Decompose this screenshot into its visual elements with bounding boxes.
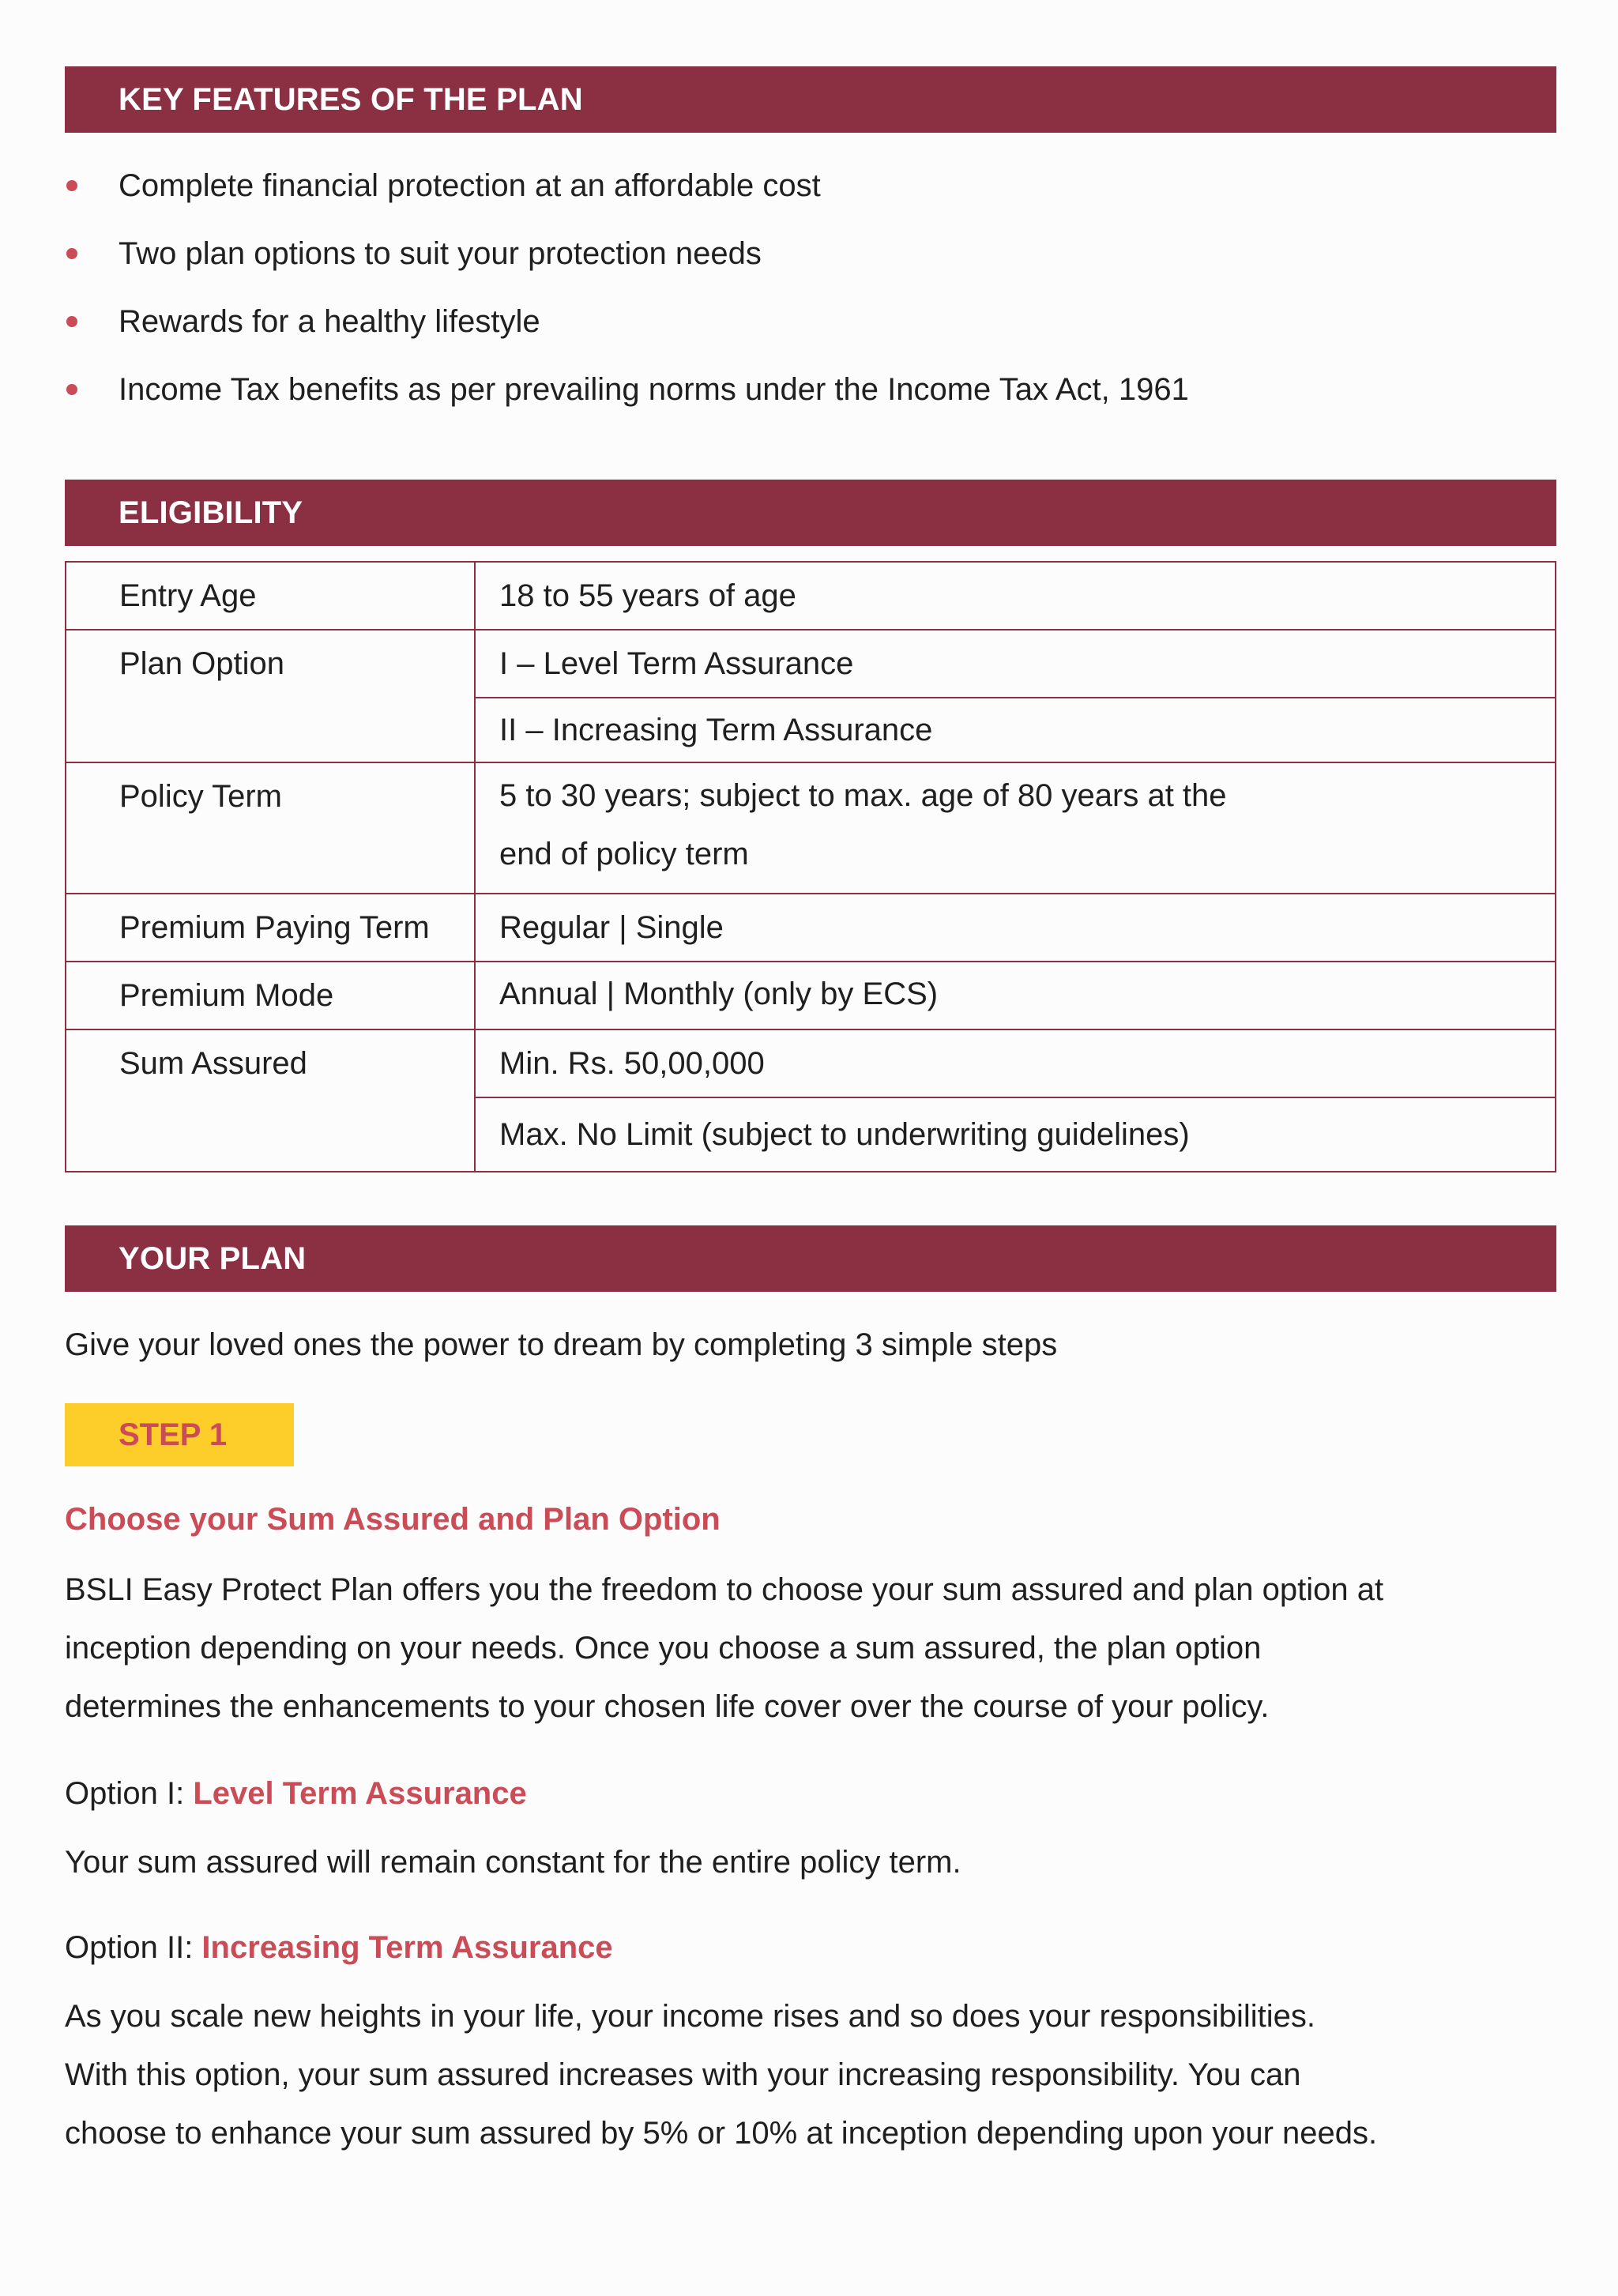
- feature-text: Two plan options to suit your protection needs: [119, 236, 762, 271]
- row-label: Entry Age: [66, 562, 475, 630]
- bullet-icon: [66, 384, 77, 395]
- row-value: II – Increasing Term Assurance: [475, 698, 1556, 762]
- list-item: [65, 362, 1556, 430]
- text-line: inception depending on your needs. Once you choose a sum assured, the plan option: [65, 1631, 1262, 1666]
- feature-text: Rewards for a healthy lifestyle: [119, 304, 540, 339]
- row-label: Premium Mode: [66, 962, 475, 1029]
- table-row: [66, 894, 1556, 962]
- your-plan-header: YOUR PLAN: [65, 1225, 1556, 1292]
- eligibility-table: [65, 561, 1556, 1172]
- text-line: As you scale new heights in your life, your income rises and so does your responsibilities.: [65, 1999, 1316, 2034]
- option-name: Level Term Assurance: [193, 1776, 527, 1811]
- text-line: BSLI Easy Protect Plan offers you the freedom to choose your sum assured and plan option at: [65, 1572, 1384, 1607]
- row-value: Regular | Single: [475, 894, 1556, 962]
- table-row: [66, 762, 1556, 894]
- feature-text: Complete financial protection at an affordable cost: [119, 168, 821, 203]
- bullet-icon: [66, 248, 77, 259]
- bullet-icon: [66, 316, 77, 327]
- step-heading: Choose your Sum Assured and Plan Option: [65, 1502, 721, 1537]
- table-row: [66, 562, 1556, 630]
- text-line: choose to enhance your sum assured by 5% or 10% at inception depending upon your needs.: [65, 2116, 1378, 2151]
- row-value: 18 to 55 years of age: [475, 562, 1556, 630]
- step-description: [65, 1560, 1566, 1736]
- row-label: Premium Paying Term: [66, 894, 475, 962]
- table-row: [66, 1029, 1556, 1097]
- table-row: [66, 630, 1556, 698]
- option-one-heading: [65, 1770, 527, 1817]
- row-value: [475, 762, 1556, 894]
- text-line: With this option, your sum assured increases with your increasing responsibility. You can: [65, 2057, 1301, 2092]
- row-value: I – Level Term Assurance: [475, 630, 1556, 698]
- row-label: Sum Assured: [66, 1029, 475, 1172]
- row-value: Annual | Monthly (only by ECS): [475, 962, 1556, 1029]
- feature-text: Income Tax benefits as per prevailing norms under the Income Tax Act, 1961: [119, 372, 1189, 407]
- option-name: Increasing Term Assurance: [201, 1930, 613, 1965]
- list-item: [65, 294, 1556, 362]
- list-item: [65, 158, 1556, 226]
- row-value: Max. No Limit (subject to underwriting guidelines): [475, 1097, 1556, 1172]
- row-value: Min. Rs. 50,00,000: [475, 1029, 1556, 1097]
- step-badge: STEP 1: [65, 1403, 294, 1466]
- list-item: [65, 226, 1556, 294]
- bullet-icon: [66, 180, 77, 191]
- row-label: Policy Term: [66, 762, 475, 894]
- option-prefix: Option II:: [65, 1930, 202, 1965]
- option-prefix: Option I:: [65, 1776, 194, 1811]
- row-label: Plan Option: [66, 630, 475, 762]
- value-line: end of policy term: [499, 837, 749, 871]
- option-two-heading: [65, 1924, 613, 1971]
- key-features-header: KEY FEATURES OF THE PLAN: [65, 66, 1556, 133]
- your-plan-intro: Give your loved ones the power to dream by completing 3 simple steps: [65, 1327, 1058, 1362]
- table-row: [66, 962, 1556, 1029]
- value-line: 5 to 30 years; subject to max. age of 80 years at the: [499, 778, 1227, 813]
- option-one-description: Your sum assured will remain constant for the entire policy term.: [65, 1845, 961, 1880]
- key-features-list: [65, 158, 1556, 430]
- eligibility-header: ELIGIBILITY: [65, 480, 1556, 546]
- option-two-description: [65, 1987, 1566, 2162]
- text-line: determines the enhancements to your chosen life cover over the course of your policy.: [65, 1689, 1270, 1724]
